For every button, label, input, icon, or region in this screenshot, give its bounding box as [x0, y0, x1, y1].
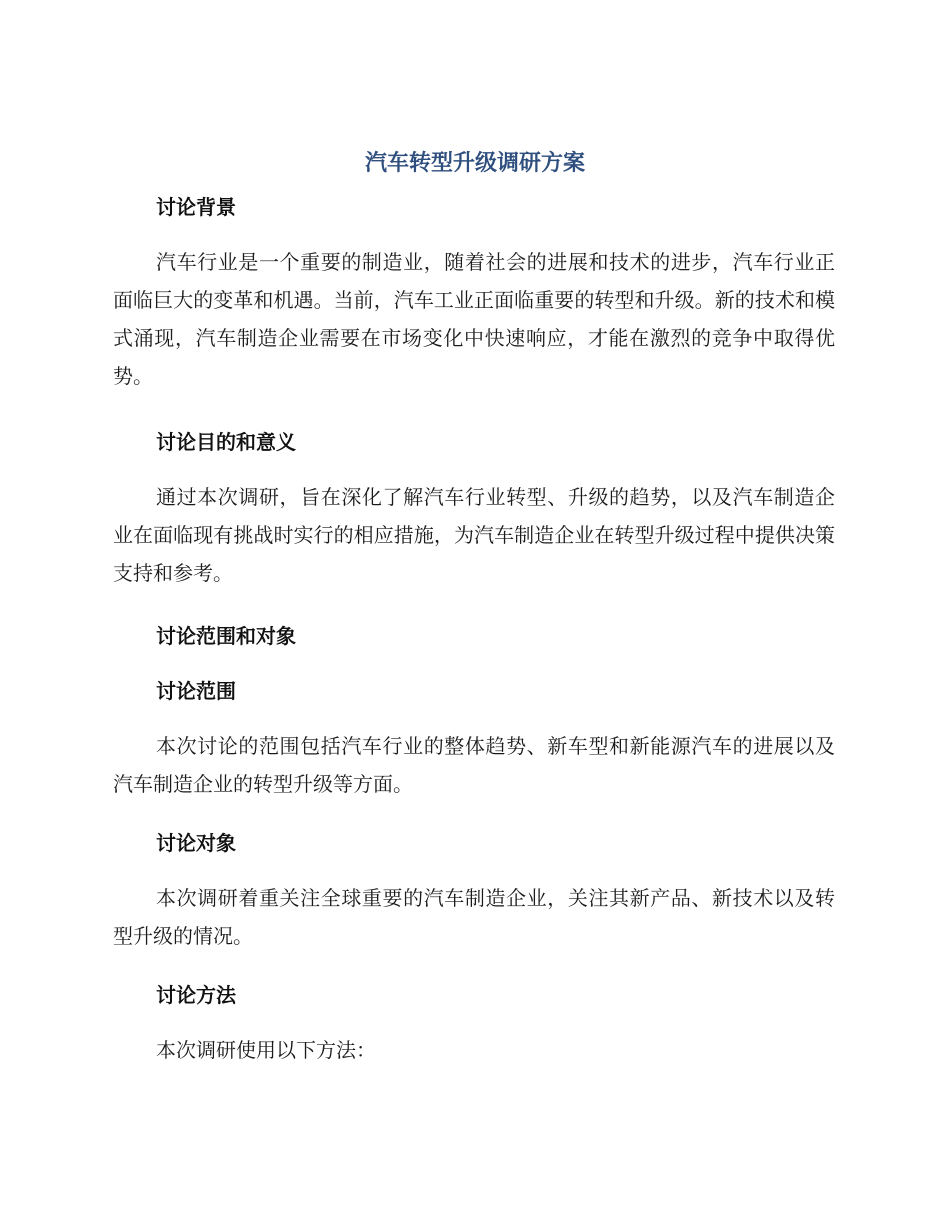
- document-title: 汽车转型升级调研方案: [364, 151, 585, 176]
- section-heading-scope-and-objects: 讨论范围和对象: [156, 624, 296, 648]
- section-heading-background: 讨论背景: [156, 195, 236, 219]
- section-paragraph-background: 汽车行业是一个重要的制造业，随着社会的进展和技术的进步，汽车行业正面临巨大的变革和机遇。当前，汽车工业正面临重要的转型和升级。新的技术和模式涌现，汽车制造企业需要在市场变化中快速响应，才能在激烈的竞争中取得优势。: [113, 250, 835, 388]
- section-heading-purpose: 讨论目的和意义: [156, 430, 296, 454]
- section-paragraph-scope: 本次讨论的范围包括汽车行业的整体趋势、新车型和新能源汽车的进展以及汽车制造企业的转型升级等方面。: [113, 734, 835, 796]
- section-heading-objects: 讨论对象: [156, 831, 236, 855]
- section-paragraph-methods: 本次调研使用以下方法：: [156, 1038, 376, 1062]
- section-heading-scope: 讨论范围: [156, 679, 236, 703]
- section-paragraph-purpose: 通过本次调研，旨在深化了解汽车行业转型、升级的趋势，以及汽车制造企业在面临现有挑战时实行的相应措施，为汽车制造企业在转型升级过程中提供决策支持和参考。: [113, 485, 835, 585]
- section-heading-methods: 讨论方法: [156, 983, 236, 1007]
- section-paragraph-objects: 本次调研着重关注全球重要的汽车制造企业，关注其新产品、新技术以及转型升级的情况。: [113, 886, 835, 948]
